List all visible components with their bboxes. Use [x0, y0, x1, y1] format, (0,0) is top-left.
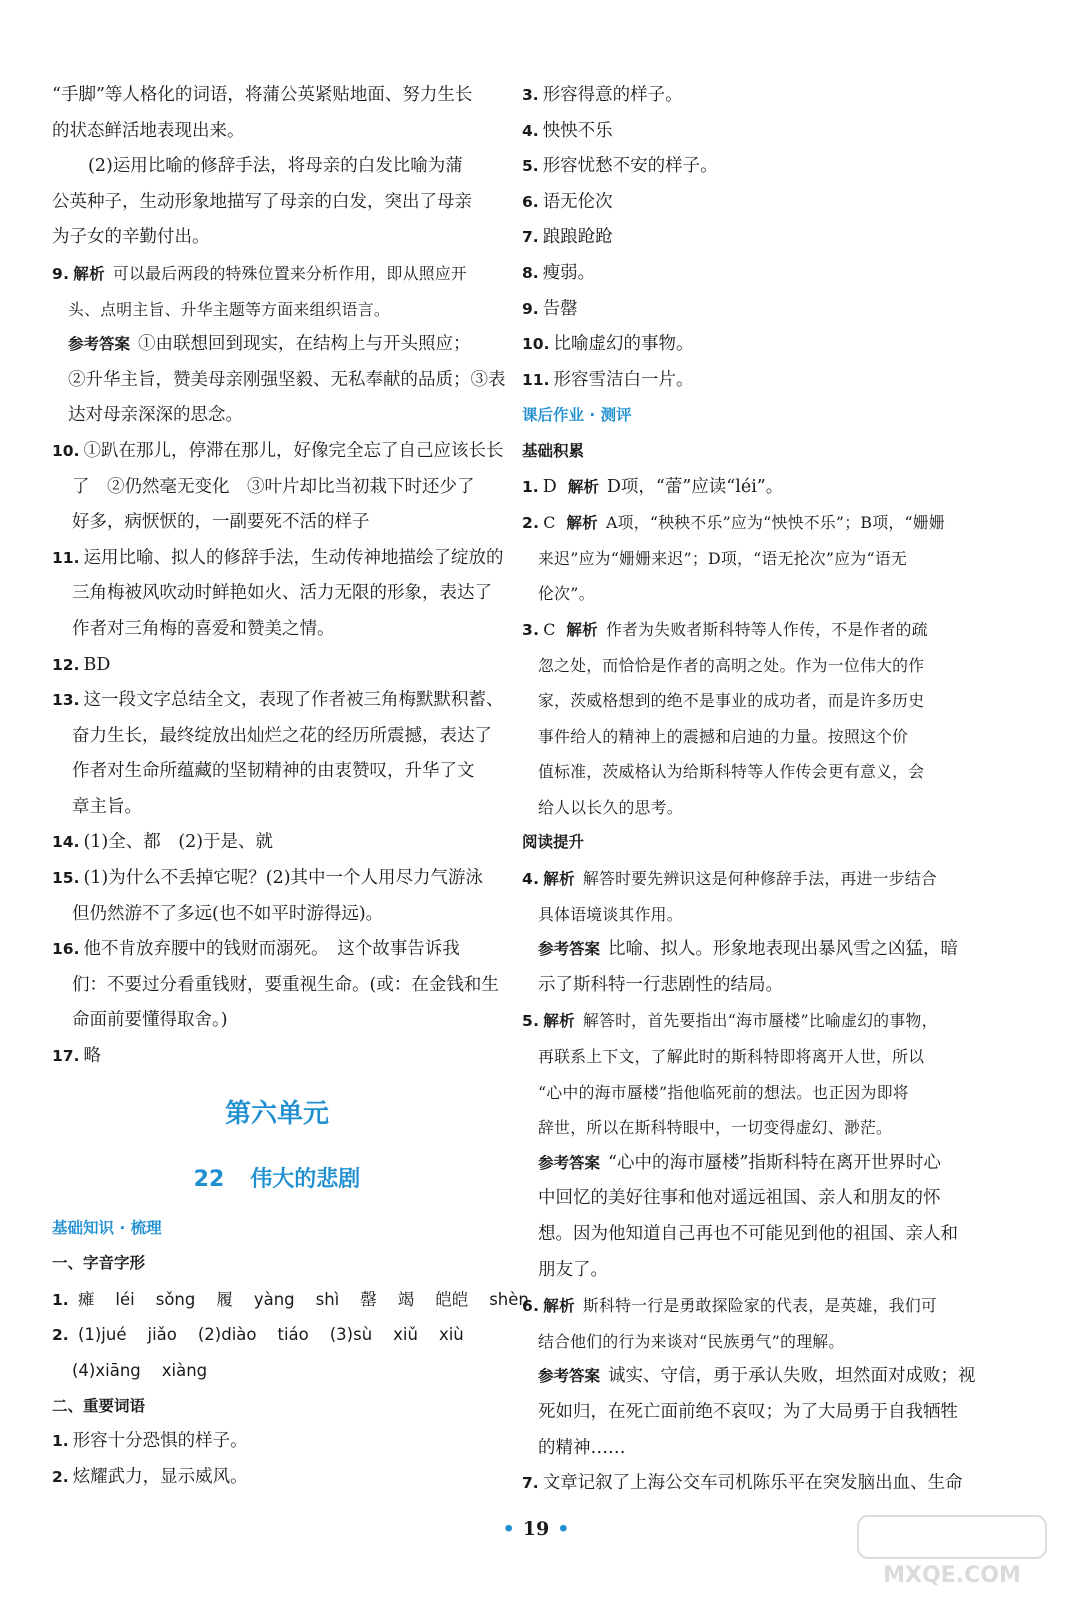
pinyin-row-1: 1. 瘫 léi sǒng 履 yàng shì 罄 竭 皑皑 shèn: [52, 1289, 529, 1309]
lesson-title: 22 伟大的悲剧: [193, 1166, 361, 1192]
q11-answer-cont: 作者对三角梅的喜爱和赞美之情。: [72, 618, 335, 639]
r4-answer: 参考答案 比喻、拟人。形象地表现出暴风雪之凶猛，暗: [538, 939, 959, 960]
r5-answer-cont: 想。因为他知道自己再也不可能见到他的祖国、亲人和: [538, 1224, 958, 1244]
r3-answer-cont: 值标准，茨威格认为给斯科特等人作传会更有意义，会: [538, 762, 925, 782]
r3-answer-cont: 给人以长久的思考。: [538, 797, 683, 817]
q16-answer-cont: 们：不要过分看重钱财，要重视生命。(或：在金钱和生: [72, 974, 499, 995]
r2-answer-cont: 来迟”应为“姗姗来迟”；D项，“语无抡次”应为“语无: [538, 548, 908, 568]
word-answer: 2. 炫耀武力，显示威风。: [52, 1466, 248, 1487]
r5-analysis-cont: “心中的海市蜃楼”指他临死前的想法。也正因为即将: [538, 1082, 909, 1102]
answer-line: 为子女的辛勤付出。: [52, 227, 210, 248]
q17-answer: 17. 略: [52, 1046, 101, 1067]
r3-answer-cont: 事件给人的精神上的震撼和启迪的力量。按照这个价: [538, 726, 909, 746]
answer-line: 的状态鲜活地表现出来。: [52, 120, 245, 141]
r2-answer-cont: 伦次”。: [538, 584, 595, 604]
r5-analysis-cont: 再联系上下文，了解此时的斯科特即将离开人世，所以: [538, 1047, 925, 1067]
unit-title: 第六单元: [224, 1098, 329, 1129]
q9-answer-cont: ②升华主旨，赞美母亲刚强坚毅、无私奉献的品质；③表: [68, 369, 506, 390]
word-answer: 10. 比喻虚幻的事物。: [522, 334, 694, 355]
r2-answer: 2. C 解析 A项，“秧秧不乐”应为“怏怏不乐”；B项，“姗姗: [522, 513, 946, 533]
r6-analysis: 6. 解析 斯科特一行是勇敢探险家的代表，是英雄，我们可: [522, 1296, 938, 1316]
r4-answer-cont: 示了斯科特一行悲剧性的结局。: [538, 974, 783, 995]
word-answer: 3. 形容得意的样子。: [522, 85, 683, 105]
q10-answer-cont: 了 ②仍然毫无变化 ③叶片却比当初栽下时还少了: [72, 476, 475, 497]
left-column: [52, 78, 529, 1495]
q13-answer-cont: 奋力生长，最终绽放出灿烂之花的经历所震撼，表达了: [72, 725, 492, 746]
r6-analysis-cont: 结合他们的行为来谈对“民族勇气”的理解。: [538, 1331, 845, 1351]
word-answer: 9. 告罄: [522, 298, 578, 319]
q11-answer-cont: 三角梅被风吹动时鲜艳如火、活力无限的形象，表达了: [72, 583, 492, 604]
pinyin-row-3: (4)xiāng xiàng: [72, 1361, 208, 1380]
r5-answer-cont: 朋友了。: [538, 1259, 608, 1280]
r6-answer-cont: 的精神……: [538, 1437, 626, 1458]
answer-line: “手脚”等人格化的词语，将蒲公英紧贴地面、努力生长: [52, 85, 473, 105]
word-answer: 5. 形容忧愁不安的样子。: [522, 156, 718, 177]
q12-answer: 12. BD: [52, 654, 111, 675]
right-column: [522, 78, 974, 1502]
q10-answer-cont: 好多，病恹恹的，一副要死不活的样子: [72, 512, 370, 533]
q15-answer: 15. (1)为什么不丢掉它呢？(2)其中一个人用尽力气游泳: [52, 868, 484, 889]
answer-line: 公英种子，生动形象地描写了母亲的白发，突出了母亲: [52, 191, 472, 212]
page-number: 19: [522, 1518, 550, 1540]
answer-line: (2)运用比喻的修辞手法，将母亲的白发比喻为蒲: [88, 156, 463, 177]
q15-answer-cont: 但仍然游不了多远(也不如平时游得远)。: [72, 903, 384, 924]
q9-analysis-cont: 头、点明主旨、升华主题等方面来组织语言。: [68, 299, 390, 319]
r5-answer: 参考答案 “心中的海市蜃楼”指斯科特在离开世界时心: [538, 1152, 941, 1173]
q16-answer-cont: 命面前要懂得取舍。): [72, 1010, 228, 1031]
r3-answer: 3. C 解析 作者为失败者斯科特等人作传，不是作者的疏: [522, 619, 928, 639]
watermark-logo: [854, 1510, 1050, 1590]
section-title: 课后作业 · 测评: [522, 406, 632, 425]
sub-heading: 阅读提升: [522, 833, 585, 852]
word-answer: 6. 语无伦次: [522, 191, 613, 212]
q13-answer: 13. 这一段文字总结全文，表现了作者被三角梅默默积蓄、: [52, 690, 504, 711]
r4-analysis: 4. 解析 解答时要先辨识这是何种修辞手法，再进一步结合: [522, 869, 938, 889]
r1-answer: 1. D 解析 D项，“蕾”应读“léi”。: [522, 476, 784, 497]
part-heading: 一、字音字形: [52, 1254, 146, 1273]
q11-answer: 11. 运用比喻、拟人的修辞手法，生动传神地描绘了绽放的: [52, 547, 504, 568]
dot-icon: •: [557, 1518, 570, 1540]
q14-answer: 14. (1)全、都 (2)于是、就: [52, 832, 274, 853]
r7-answer: 7. 文章记叙了上海公交车司机陈乐平在突发脑出血、生命: [522, 1473, 963, 1494]
q10-answer: 10. ①趴在那儿，停滞在那儿，好像完全忘了自己应该长长: [52, 440, 504, 461]
r3-answer-cont: 家，茨威格想到的绝不是事业的成功者，而是许多历史: [538, 691, 925, 711]
section-title: 基础知识 · 梳理: [52, 1218, 162, 1237]
pinyin-row-2: 2. (1)jué jiǎo (2)diào tiáo (3)sù xiǔ xiù: [52, 1325, 464, 1345]
word-answer: 7. 踉踉跄跄: [522, 227, 613, 248]
word-answer: 8. 瘦弱。: [522, 262, 596, 283]
dot-icon: •: [502, 1518, 515, 1540]
q13-answer-cont: 作者对生命所蕴藏的坚韧精神的由衷赞叹，升华了文: [72, 761, 475, 782]
r6-answer: 参考答案 诚实、守信，勇于承认失败，坦然面对成败；视: [538, 1366, 976, 1387]
part-heading: 二、重要词语: [52, 1396, 146, 1415]
q9-answer-cont: 达对母亲深深的思念。: [68, 405, 243, 426]
word-answer: 11. 形容雪洁白一片。: [522, 369, 694, 390]
q9-analysis: 9. 解析 可以最后两段的特殊位置来分析作用，即从照应开: [52, 263, 468, 283]
r4-analysis-cont: 具体语境谈其作用。: [538, 904, 683, 924]
word-answer: 4. 怏怏不乐: [522, 120, 613, 141]
r5-analysis: 5. 解析 解答时，首先要指出“海市蜃楼”比喻虚幻的事物，: [522, 1011, 938, 1031]
q13-answer-cont: 章主旨。: [72, 796, 142, 817]
r3-answer-cont: 忽之处，而恰恰是作者的高明之处。作为一位伟大的作: [538, 655, 925, 675]
r5-analysis-cont: 辞世，所以在斯科特眼中，一切变得虚幻、渺茫。: [538, 1118, 893, 1138]
q16-answer: 16. 他不肯放弃腰中的钱财而溺死。 这个故事告诉我: [52, 939, 460, 960]
watermark-text: MXQE.COM: [883, 1563, 1021, 1588]
sub-heading: 基础积累: [522, 441, 585, 460]
word-answer: 1. 形容十分恐惧的样子。: [52, 1431, 248, 1452]
q9-answer: 参考答案 ①由联想回到现实，在结构上与开头照应；: [68, 334, 471, 355]
r5-answer-cont: 中回忆的美好往事和他对遥远祖国、亲人和朋友的怀: [538, 1188, 941, 1209]
r6-answer-cont: 死如归，在死亡面前绝不哀叹；为了大局勇于自我牺牲: [538, 1401, 958, 1422]
